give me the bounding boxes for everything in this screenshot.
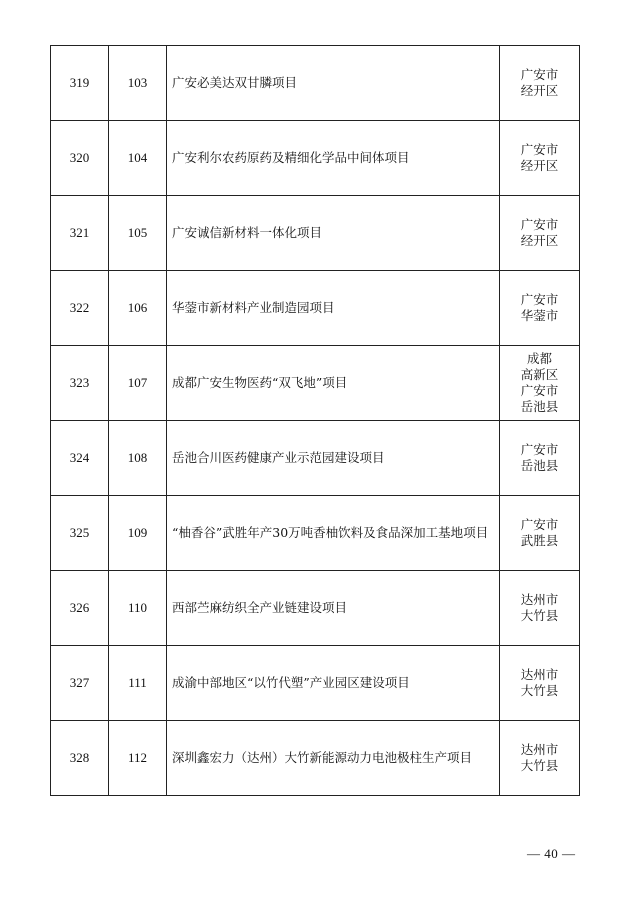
project-name-cell: 广安利尔农药原药及精细化学品中间体项目 bbox=[167, 121, 500, 196]
project-name-cell: 广安诚信新材料一体化项目 bbox=[167, 196, 500, 271]
region-line: 华蓥市 bbox=[520, 308, 559, 323]
region-line: 高新区 bbox=[520, 367, 559, 382]
table-row bbox=[51, 196, 580, 271]
region-line: 经开区 bbox=[520, 158, 559, 173]
row-index-cell: 327 bbox=[51, 646, 109, 721]
project-name-cell: 成渝中部地区“以竹代塑”产业园区建设项目 bbox=[167, 646, 500, 721]
row-number-cell: 112 bbox=[109, 721, 167, 796]
project-name-cell: “柚香谷”武胜年产30万吨香柚饮料及食品深加工基地项目 bbox=[167, 496, 500, 571]
region-line: 岳池县 bbox=[520, 399, 559, 414]
row-number-cell: 105 bbox=[109, 196, 167, 271]
table-row bbox=[51, 571, 580, 646]
region-cell bbox=[500, 196, 580, 271]
region-line: 大竹县 bbox=[520, 758, 559, 773]
region-line: 达州市 bbox=[520, 667, 559, 682]
row-index-cell: 321 bbox=[51, 196, 109, 271]
region-line: 经开区 bbox=[520, 83, 559, 98]
region-line: 广安市 bbox=[520, 217, 559, 232]
table-row bbox=[51, 121, 580, 196]
region-cell bbox=[500, 46, 580, 121]
region-cell bbox=[500, 721, 580, 796]
row-number-cell: 110 bbox=[109, 571, 167, 646]
project-name-cell: 深圳鑫宏力（达州）大竹新能源动力电池极柱生产项目 bbox=[167, 721, 500, 796]
region-line: 广安市 bbox=[520, 442, 559, 457]
row-number-cell: 111 bbox=[109, 646, 167, 721]
row-index-cell: 326 bbox=[51, 571, 109, 646]
table-row bbox=[51, 46, 580, 121]
row-number-cell: 107 bbox=[109, 346, 167, 421]
region-line: 岳池县 bbox=[520, 458, 559, 473]
region-cell bbox=[500, 646, 580, 721]
row-number-cell: 104 bbox=[109, 121, 167, 196]
project-name-cell: 华蓥市新材料产业制造园项目 bbox=[167, 271, 500, 346]
region-line: 广安市 bbox=[520, 292, 559, 307]
row-number-cell: 103 bbox=[109, 46, 167, 121]
region-line: 达州市 bbox=[520, 592, 559, 607]
project-table bbox=[50, 45, 580, 796]
row-number-cell: 106 bbox=[109, 271, 167, 346]
project-name-cell: 成都广安生物医药“双飞地”项目 bbox=[167, 346, 500, 421]
row-index-cell: 322 bbox=[51, 271, 109, 346]
table-row bbox=[51, 271, 580, 346]
region-line: 广安市 bbox=[520, 517, 559, 532]
table-row bbox=[51, 646, 580, 721]
page-number: — 40 — bbox=[527, 846, 576, 861]
row-index-cell: 323 bbox=[51, 346, 109, 421]
project-name-cell: 广安必美达双甘膦项目 bbox=[167, 46, 500, 121]
region-cell bbox=[500, 271, 580, 346]
row-number-cell: 108 bbox=[109, 421, 167, 496]
region-cell bbox=[500, 421, 580, 496]
region-line: 广安市 bbox=[520, 142, 559, 157]
table-row bbox=[51, 421, 580, 496]
table-row bbox=[51, 721, 580, 796]
region-cell bbox=[500, 346, 580, 421]
region-cell bbox=[500, 571, 580, 646]
project-table-body bbox=[51, 46, 580, 796]
region-line: 大竹县 bbox=[520, 608, 559, 623]
row-number-cell: 109 bbox=[109, 496, 167, 571]
row-index-cell: 320 bbox=[51, 121, 109, 196]
row-index-cell: 319 bbox=[51, 46, 109, 121]
region-line: 达州市 bbox=[520, 742, 559, 757]
region-line: 广安市 bbox=[520, 383, 559, 398]
region-cell bbox=[500, 121, 580, 196]
region-line: 大竹县 bbox=[520, 683, 559, 698]
row-index-cell: 328 bbox=[51, 721, 109, 796]
row-index-cell: 324 bbox=[51, 421, 109, 496]
table-row bbox=[51, 496, 580, 571]
region-line: 武胜县 bbox=[520, 533, 559, 548]
table-row bbox=[51, 346, 580, 421]
project-name-cell: 西部苎麻纺织全产业链建设项目 bbox=[167, 571, 500, 646]
row-index-cell: 325 bbox=[51, 496, 109, 571]
region-cell bbox=[500, 496, 580, 571]
region-line: 经开区 bbox=[520, 233, 559, 248]
region-line: 广安市 bbox=[520, 67, 559, 82]
project-name-cell: 岳池合川医药健康产业示范园建设项目 bbox=[167, 421, 500, 496]
region-line: 成都 bbox=[526, 351, 552, 366]
